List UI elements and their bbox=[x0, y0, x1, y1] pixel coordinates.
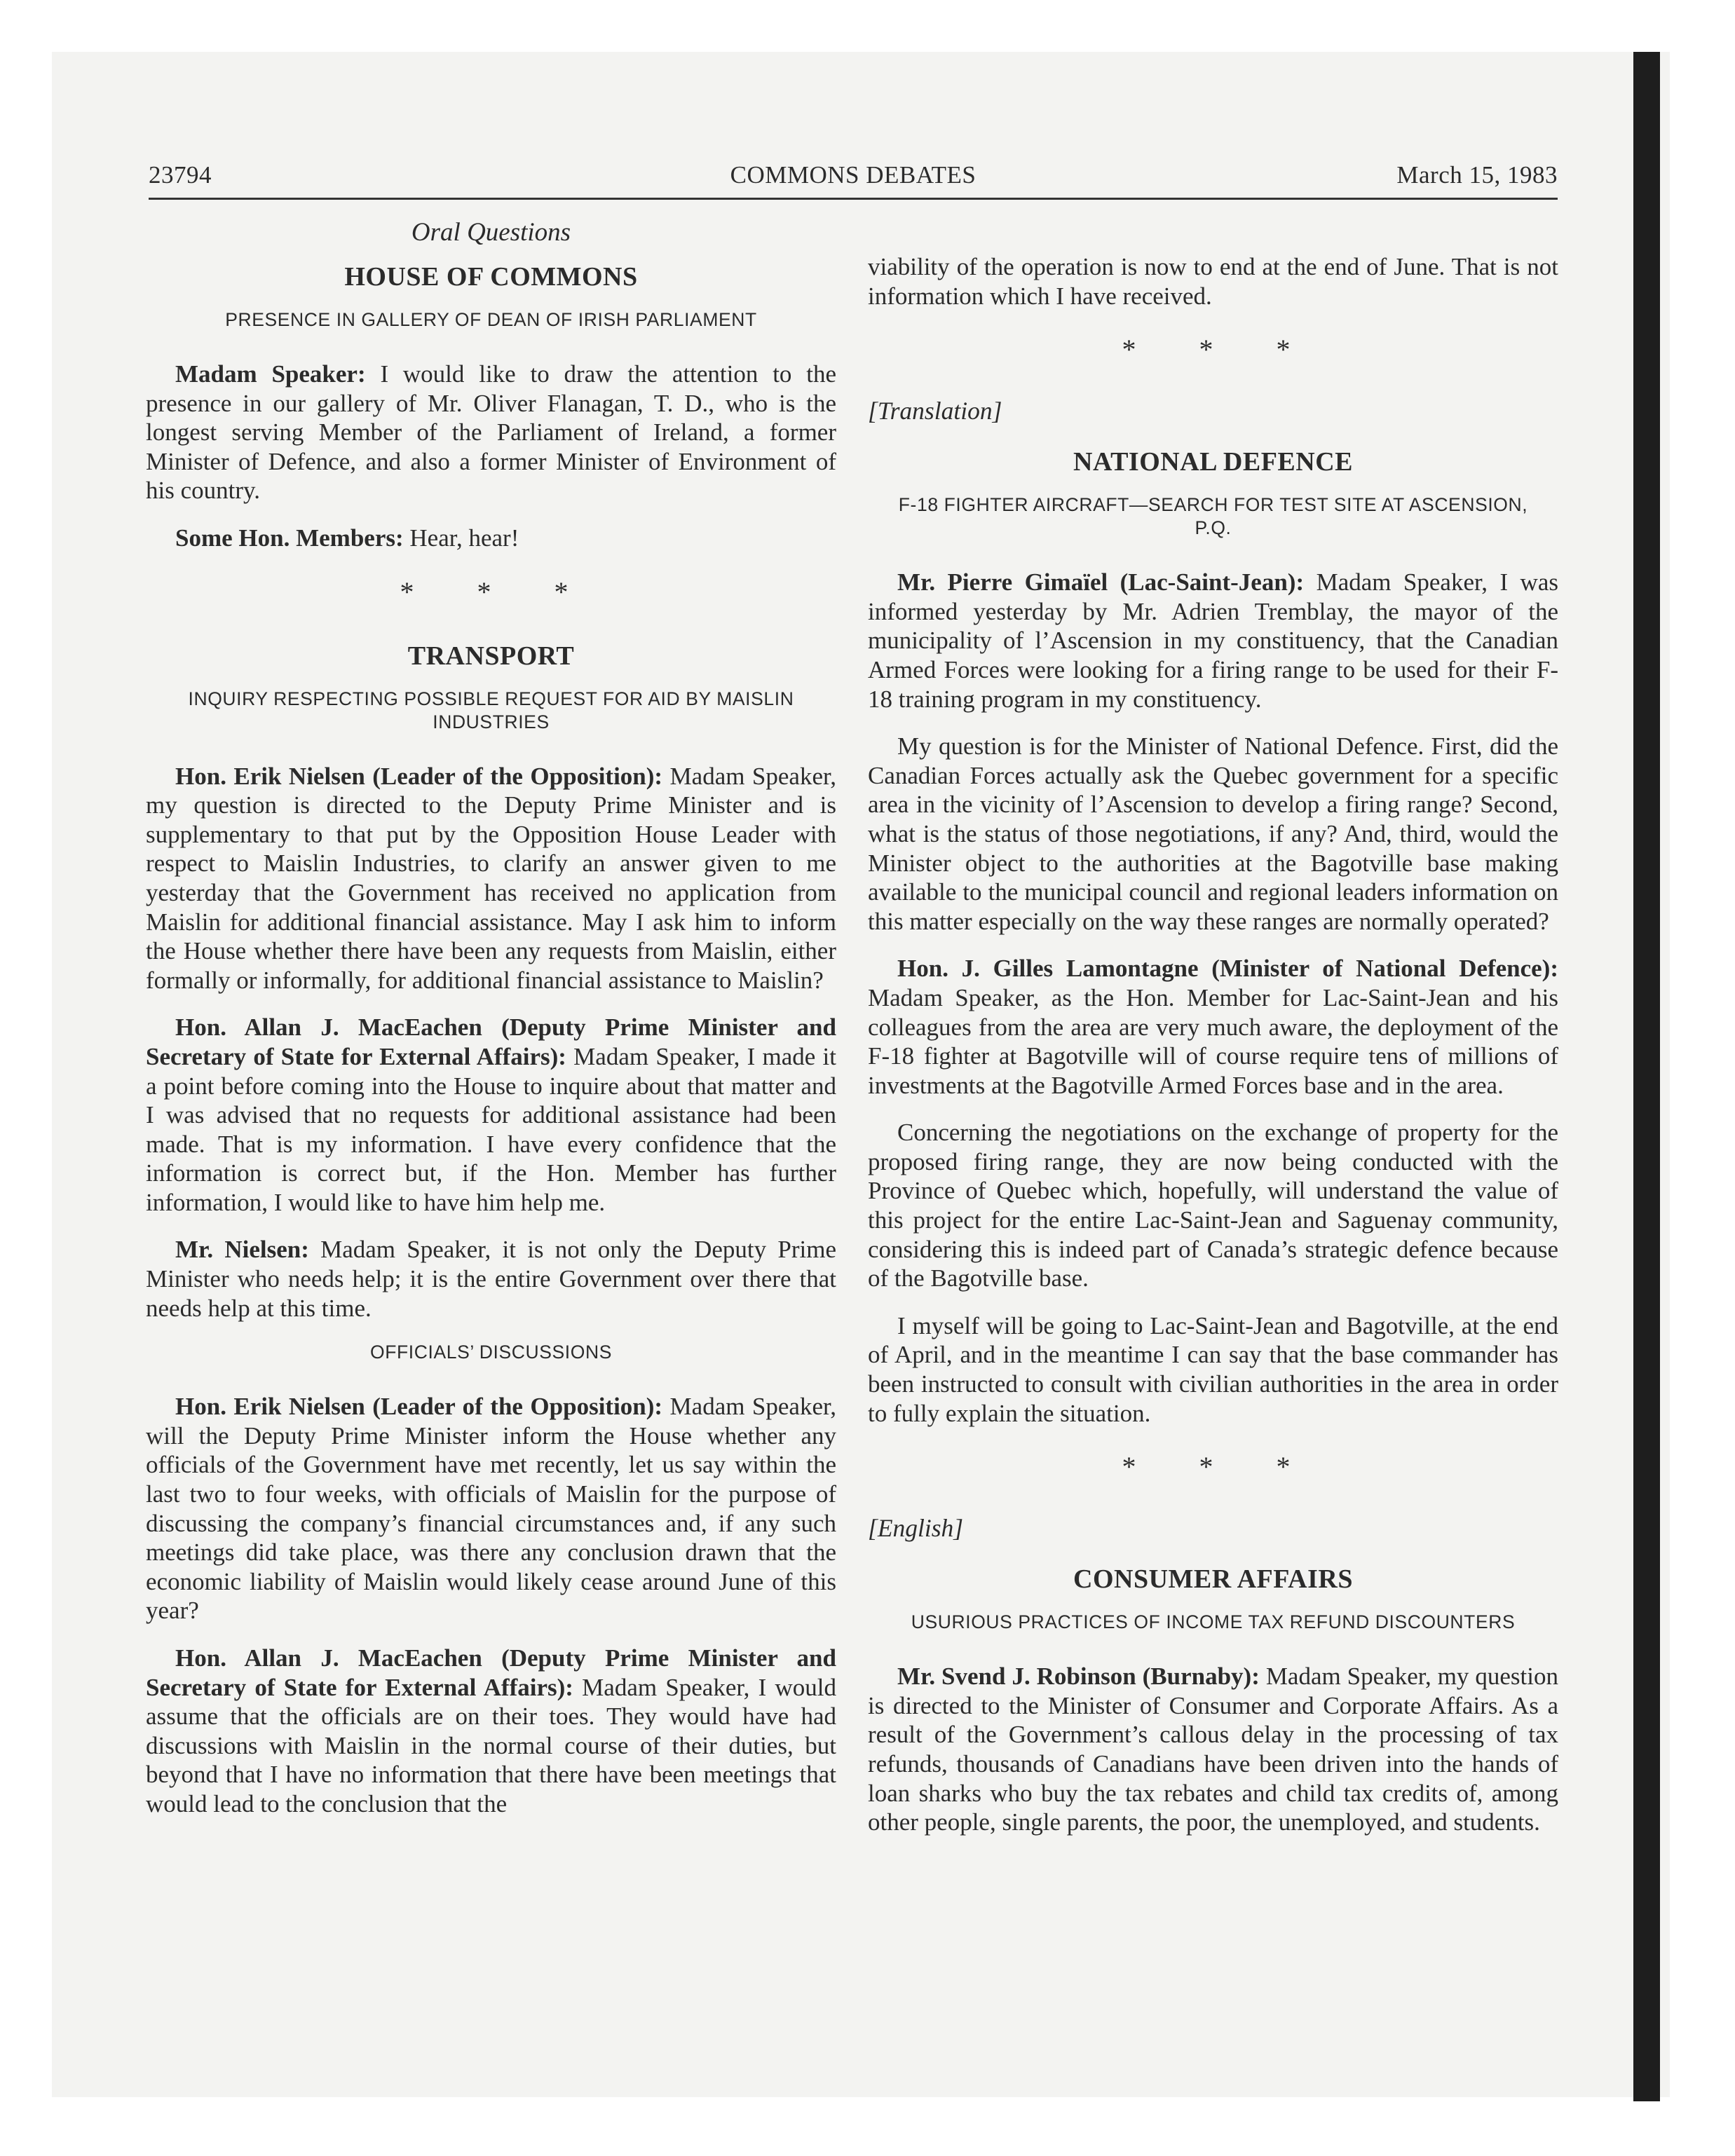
paragraph bbox=[868, 568, 1558, 714]
speech-text: Madam Speaker, as the Hon. Member for Lac-Saint-Jean and his colleagues from the area are very much aware, the deployment of the F-18 fighter at Bagotville will of course require tens of millions of investments at the Bagotville Armed Forces base and in the area. bbox=[868, 983, 1558, 1099]
left-column bbox=[146, 210, 836, 1837]
page-binding-edge bbox=[1633, 52, 1660, 2101]
speech-text: I would like to draw the attention to the presence in our gallery of Mr. Oliver Flanagan, T. D., who is the longest serving Member of the Parliament of Ireland, a former Minister of Defence, and also a former Minister of Environment of his country. bbox=[146, 360, 836, 505]
speaker-name: Mr. Pierre Gimaïel (Lac-Saint-Jean): bbox=[897, 568, 1305, 596]
speaker-name: Hon. Erik Nielsen (Leader of the Opposition): bbox=[175, 1393, 663, 1421]
section-separator: * * * bbox=[1122, 1451, 1319, 1483]
subheading-officials-discussions: OFFICIALS’ DISCUSSIONS bbox=[370, 1342, 612, 1363]
section-label: Oral Questions bbox=[411, 218, 571, 247]
speaker-name: Madam Speaker: bbox=[175, 360, 366, 388]
speech-text: Madam Speaker, my question is directed to the Deputy Prime Minister and is supplementary to that put by the Opposition House Leader with respect to Maislin Industries, to clarify an answer given to me yesterday that the Government has received no application from Maislin for additional financial assistance. May I ask him to inform the House whether there have been any requests from Maislin, either formally or informally, for additional financial assistance to Maislin? bbox=[146, 762, 836, 994]
subheading-f18-test-site: F-18 FIGHTER AIRCRAFT—SEARCH FOR TEST SITE AT ASCENSION, P.Q. bbox=[898, 494, 1528, 539]
paragraph bbox=[146, 1013, 836, 1217]
subheading-maislin-industries: INQUIRY RESPECTING POSSIBLE REQUEST FOR AID BY MAISLIN INDUSTRIES bbox=[188, 688, 794, 732]
subheading-presence-in-gallery: PRESENCE IN GALLERY OF DEAN OF IRISH PARLIAMENT bbox=[225, 309, 757, 330]
section-separator: * * * bbox=[400, 575, 597, 608]
speaker-name: Hon. Allan J. MacEachen (Deputy Prime Minister and Secretary of State for External Affairs): bbox=[146, 1014, 836, 1070]
language-marker: [English] bbox=[868, 1514, 964, 1543]
paragraph bbox=[146, 524, 836, 553]
heading-house-of-commons: HOUSE OF COMMONS bbox=[344, 262, 638, 292]
heading-transport: TRANSPORT bbox=[407, 641, 575, 671]
speech-text: Madam Speaker, I would assume that the officials are on their toes. They would have had discussions with Maislin in the normal course of their duties, but beyond that I have no information that there have been meetings that would lead to the conclusion that the bbox=[146, 1673, 836, 1817]
paragraph bbox=[868, 954, 1558, 1100]
paragraph bbox=[868, 1662, 1558, 1837]
paragraph: My question is for the Minister of National Defence. First, did the Canadian Forces actually ask the Quebec government for a specific area in the vicinity of l’Ascension to develop a firing range? Second, what is the status of those negotiations, if any? And, third, would the Minister object to the authorities at the Bagotville base making available to the municipal council and regional leaders information on this matter especially on the way these ranges are normally operated? bbox=[868, 732, 1558, 935]
speech-text: Hear, hear! bbox=[403, 524, 519, 552]
paragraph bbox=[146, 1644, 836, 1819]
paragraph bbox=[146, 1235, 836, 1323]
speech-text: Madam Speaker, will the Deputy Prime Minister inform the House whether any officials of the Government have met recently, let us say within the last two to four weeks, with officials of Maislin for the purpose of discussing the company’s financial circumstances and, if any such meetings did take place, was there any conclusion drawn that the economic liability of Maislin would likely cease around June of this year? bbox=[146, 1393, 836, 1625]
header-rule bbox=[149, 198, 1558, 200]
speaker-name: Some Hon. Members: bbox=[175, 524, 404, 552]
section-separator: * * * bbox=[1122, 334, 1319, 366]
paragraph bbox=[146, 762, 836, 995]
paragraph bbox=[146, 1392, 836, 1625]
speech-text: Madam Speaker, my question is directed to the Minister of Consumer and Corporate Affairs. As a result of the Government’s callous delay in the processing of tax refunds, thousands of Canadians have been driven into the hands of loan sharks who buy the tax rebates and child tax credits of, among other people, single parents, the poor, the unemployed, and students. bbox=[868, 1663, 1558, 1836]
paragraph: I myself will be going to Lac-Saint-Jean and Bagotville, at the end of April, and in the meantime I can say that the base commander has been instructed to consult with civilian authorities in the area in order to fully explain the situation. bbox=[868, 1311, 1558, 1427]
speaker-name: Hon. Allan J. MacEachen (Deputy Prime Minister and Secretary of State for External Affairs): bbox=[146, 1644, 836, 1701]
speaker-name: Hon. J. Gilles Lamontagne (Minister of National Defence): bbox=[897, 955, 1558, 983]
heading-consumer-affairs: CONSUMER AFFAIRS bbox=[1073, 1564, 1353, 1595]
publication-title: COMMONS DEBATES bbox=[730, 161, 977, 189]
right-column bbox=[868, 210, 1558, 1855]
paragraph bbox=[146, 360, 836, 505]
page-number: 23794 bbox=[149, 161, 212, 189]
paragraph-continued: viability of the operation is now to end at the end of June. That is not information which I have received. bbox=[868, 253, 1558, 310]
publication-date: March 15, 1983 bbox=[1396, 161, 1558, 189]
running-header bbox=[149, 161, 1558, 200]
speaker-name: Mr. Svend J. Robinson (Burnaby): bbox=[897, 1663, 1260, 1691]
heading-national-defence: NATIONAL DEFENCE bbox=[1073, 447, 1353, 477]
speech-text: Madam Speaker, I made it a point before coming into the House to inquire about that matter and I was advised that no requests for additional assistance had been made. That is my information. I have every confidence that the information is correct but, if the Hon. Member has further information, I would like to have him help me. bbox=[146, 1042, 836, 1216]
speech-text: Madam Speaker, it is not only the Deputy Prime Minister who needs help; it is the entire Government over there that needs help at this time. bbox=[146, 1236, 836, 1322]
language-marker: [Translation] bbox=[868, 397, 1002, 425]
speaker-name: Mr. Nielsen: bbox=[175, 1236, 309, 1264]
paragraph: Concerning the negotiations on the exchange of property for the proposed firing range, they are now being conducted with the Province of Quebec which, hopefully, will understand the value of this project for the entire Lac-Saint-Jean and Saguenay community, considering this is indeed part of Canada’s strategic defence because of the Bagotville base. bbox=[868, 1119, 1558, 1292]
speech-text: Madam Speaker, I was informed yesterday by Mr. Adrien Tremblay, the mayor of the municipality of l’Ascension in my constituency, that the Canadian Armed Forces were looking for a firing range to be used for their F-18 training program in my constituency. bbox=[868, 568, 1558, 713]
speaker-name: Hon. Erik Nielsen (Leader of the Opposition): bbox=[175, 762, 663, 790]
subheading-tax-refund-discounters: USURIOUS PRACTICES OF INCOME TAX REFUND DISCOUNTERS bbox=[911, 1611, 1516, 1633]
